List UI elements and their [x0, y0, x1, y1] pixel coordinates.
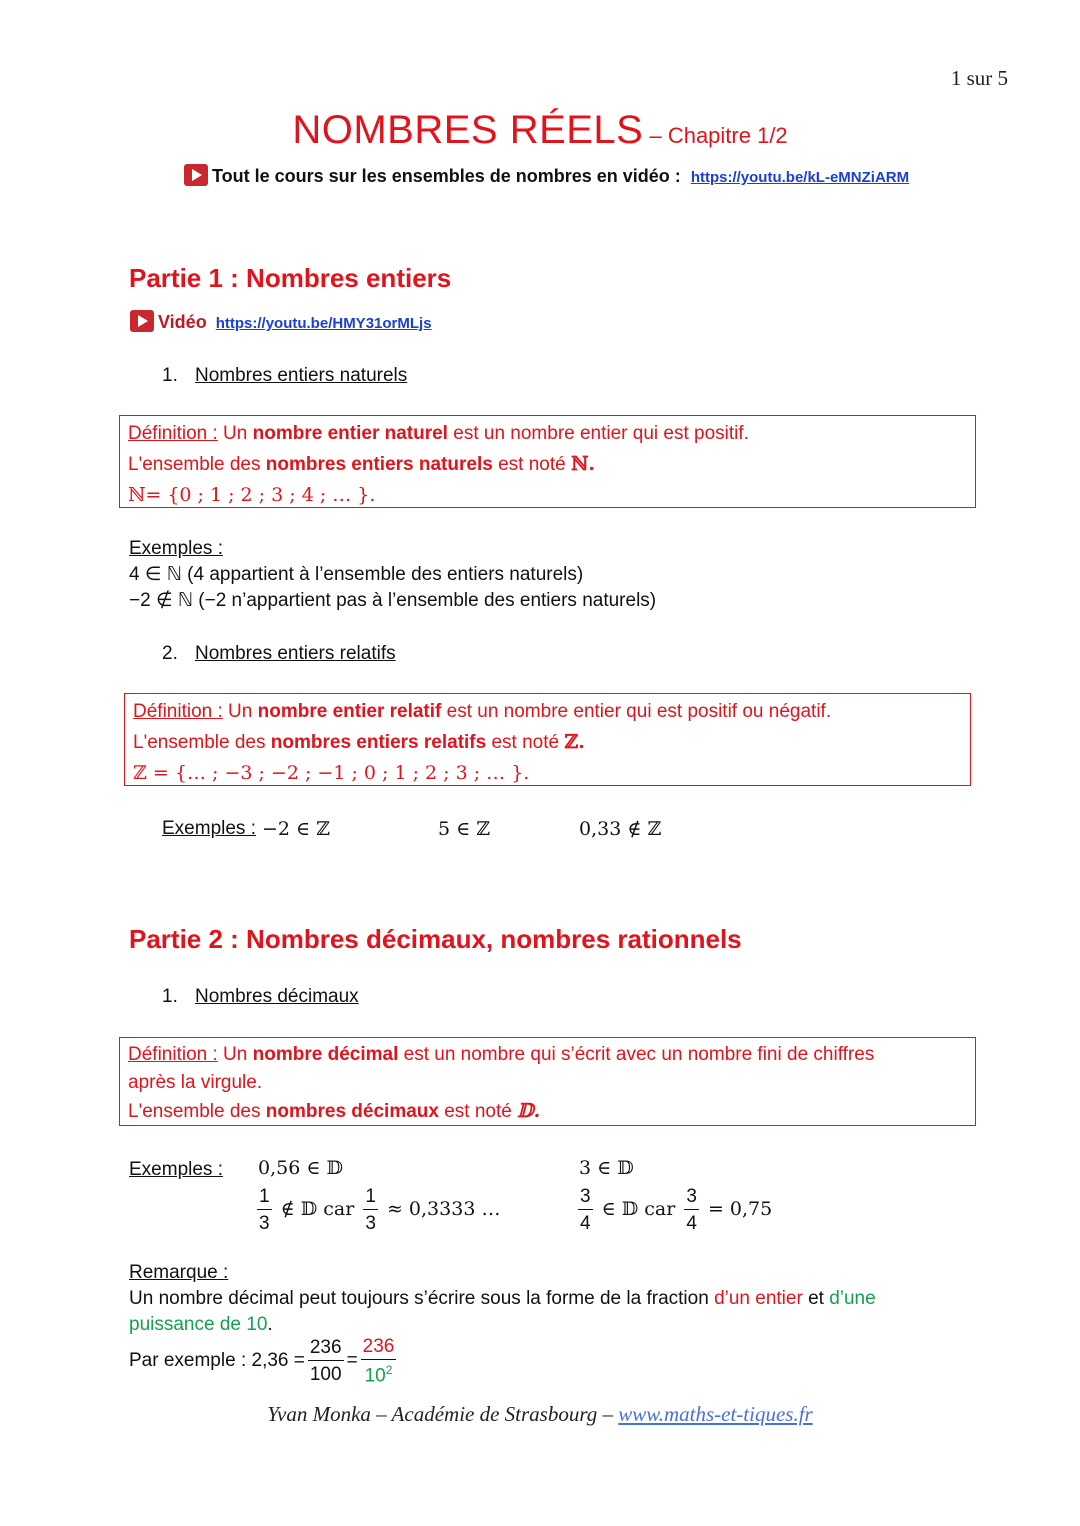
partie1-heading: Partie 1 : Nombres entiers: [129, 263, 452, 293]
example-three-quarters: $\frac{3}{4}$ ∈ 𝔻 car $\frac{3}{4}$ = 0,75: [580, 1186, 773, 1234]
definition-box-decimaux: Définition : Un nombre décimal est un nombre qui s’écrit avec un nombre fini de chiffres après la virgule. L'ensemble des nombres décimaux est noté 𝔻.: [119, 1037, 976, 1126]
footer: Yvan Monka – Académie de Strasbourg – www.maths-et-tiques.fr: [267, 1402, 813, 1426]
example-one-third: $\frac{1}{3}$ ∉ 𝔻 car $\frac{1}{3}$ ≈ 0,3333 …: [259, 1186, 501, 1234]
examples-decimaux-label: Exemples :: [129, 1159, 223, 1180]
partie1-video-link[interactable]: https://youtu.be/HMY31orMLjs: [215, 315, 432, 332]
section-heading-entiers-naturels: 1. Nombres entiers naturels: [162, 365, 408, 386]
youtube-play-icon[interactable]: [130, 310, 154, 332]
integers-symbol: ℤ.: [564, 731, 585, 753]
remarque-example: Par exemple : 2,36 = $\frac{236}{100}$ = $\frac{236}{10^2}$: [129, 1336, 395, 1387]
example-056: 0,56 ∈ 𝔻: [258, 1157, 343, 1179]
naturals-symbol: ℕ.: [570, 453, 595, 475]
examples-naturels: Exemples : 4 ∈ ℕ (4 appartient à l’ensemble des entiers naturels) −2 ∉ ℕ (−2 n’appartient pas à l’ensemble des entiers naturels): [129, 538, 657, 611]
example-3: 3 ∈ 𝔻: [579, 1157, 634, 1179]
partie1-video: [130, 310, 432, 333]
definition-box-relatifs: Définition : Un nombre entier relatif est un nombre entier qui est positif ou négatif. L'ensemble des nombres entiers relatifs est noté ℤ. ℤ = {… ; −3 ; −2 ; −1 ; 0 ; 1 ; 2 ; 3 ; … }.: [124, 693, 971, 786]
remarque: Remarque : Un nombre décimal peut toujours s’écrire sous la forme de la fraction d’un entier et d’une puissance de 10.: [129, 1262, 876, 1335]
intro-video-link[interactable]: https://youtu.be/kL-eMNZiARM: [690, 169, 910, 186]
section-heading-entiers-relatifs: 2. Nombres entiers relatifs: [162, 643, 396, 664]
footer-site-link[interactable]: www.maths-et-tiques.fr: [618, 1402, 813, 1426]
page-number: 1 sur 5: [950, 66, 1008, 90]
title-main: NOMBRES RÉELS: [292, 108, 644, 152]
examples-relatifs: Exemples : −2 ∈ ℤ 5 ∈ ℤ 0,33 ∉ ℤ: [162, 818, 662, 840]
youtube-play-icon[interactable]: [184, 164, 208, 186]
video-label: Vidéo: [158, 312, 207, 332]
title-sub: – Chapitre 1/2: [643, 123, 788, 148]
partie2-heading: Partie 2 : Nombres décimaux, nombres rationnels: [129, 924, 742, 954]
intro-line: [184, 164, 909, 187]
page-title: [0, 108, 1080, 153]
definition-box-naturels: Définition : Un nombre entier naturel est un nombre entier qui est positif. L'ensemble des nombres entiers naturels est noté ℕ. ℕ= {0 ; 1 ; 2 ; 3 ; 4 ; … }.: [119, 415, 976, 508]
section-heading-decimaux: 1. Nombres décimaux: [162, 986, 359, 1007]
decimals-symbol: 𝔻.: [517, 1100, 541, 1122]
intro-text: Tout le cours sur les ensembles de nombres en vidéo :: [212, 166, 681, 186]
